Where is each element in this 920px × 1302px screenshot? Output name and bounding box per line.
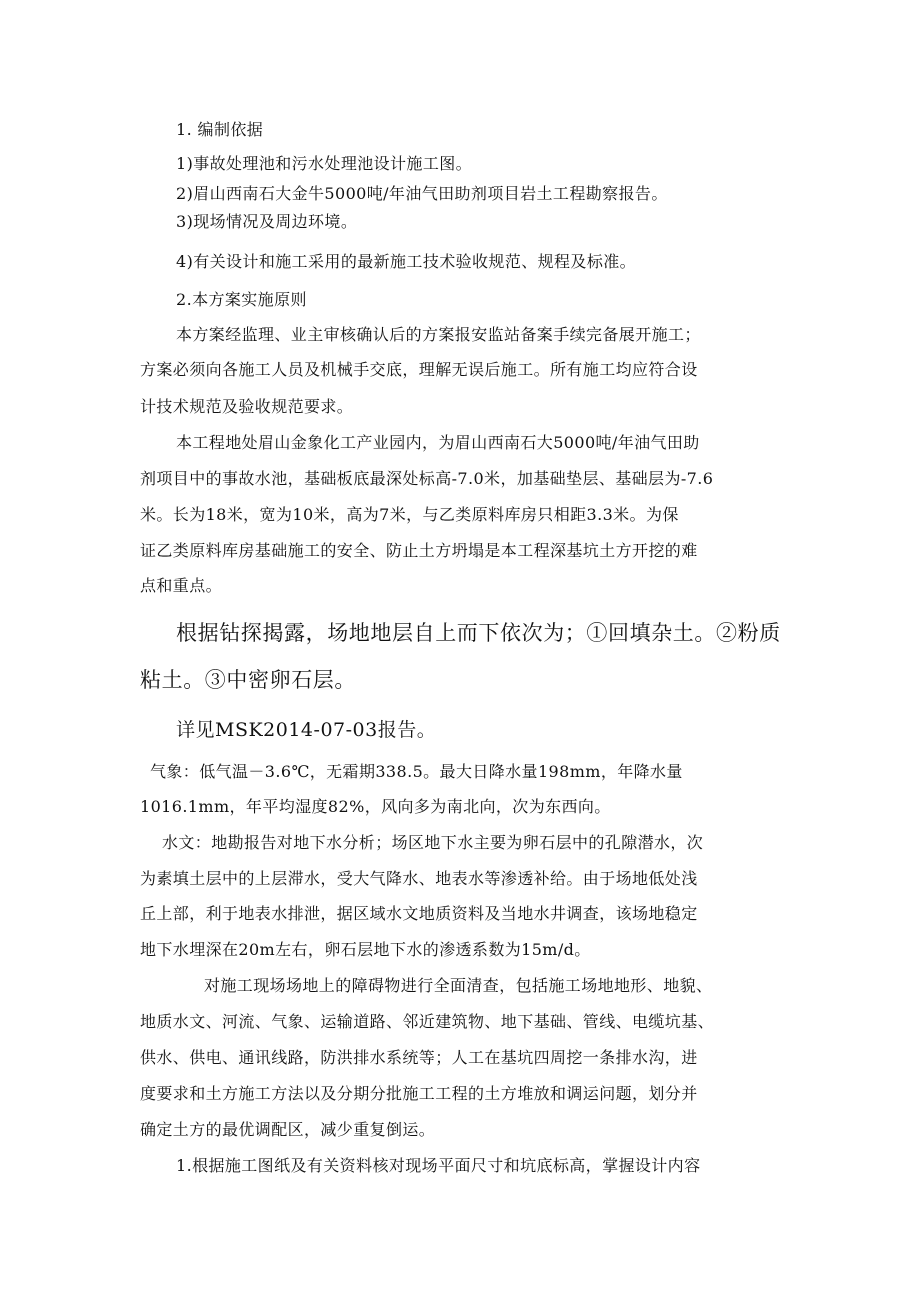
section-heading-basis: 1. 编制依据 — [176, 120, 264, 139]
strata-paragraph-line: 根据钻探揭露，场地地层自上而下依次为；①回填杂土。②粉质 — [176, 621, 781, 645]
site-clearing-paragraph-line: 确定土方的最优调配区，减少重复倒运。 — [140, 1120, 436, 1139]
section-heading-principles: 2.本方案实施原则 — [176, 290, 307, 309]
project-paragraph-line: 剂项目中的事故水池，基础板底最深处标高-7.0米，加基础垫层、基础层为-7.6 — [140, 469, 714, 488]
site-clearing-paragraph-line: 供水、供电、通讯线路，防洪排水系统等；人工在基坑四周挖一条排水沟，进 — [140, 1048, 698, 1067]
basis-item-4: 4)有关设计和施工采用的最新施工技术验收规范、规程及标准。 — [176, 252, 637, 271]
site-clearing-paragraph-line: 对施工现场场地上的障碍物进行全面清查，包括施工场地地形、地貌、 — [204, 976, 713, 995]
hydrology-paragraph-line: 丘上部，利于地表水排泄，据区域水文地质资料及当地水井调查，该场地稳定 — [140, 904, 698, 923]
project-paragraph-line: 本工程地处眉山金象化工产业园内，为眉山西南石大5000吨/年油气田助 — [176, 433, 700, 452]
hydrology-paragraph-line: 水文：地勘报告对地下水分析；场区地下水主要为卵石层中的孔隙潜水，次 — [162, 833, 704, 852]
basis-item-2: 2)眉山西南石大金牛5000吨/年油气田助剂项目岩土工程勘察报告。 — [176, 184, 668, 203]
climate-paragraph-line: 1016.1mm，年平均湿度82%，风向多为南北向，次为东西向。 — [140, 797, 611, 816]
basis-item-3: 3)现场情况及周边环境。 — [176, 212, 358, 231]
basis-item-1: 1)事故处理池和污水处理池设计施工图。 — [176, 154, 473, 173]
hydrology-paragraph-line: 地下水埋深在20m左右，卵石层地下水的渗透系数为15m/d。 — [140, 940, 591, 959]
procedure-item-1: 1.根据施工图纸及有关资料核对现场平面尺寸和坑底标高，掌握设计内容 — [176, 1156, 701, 1175]
strata-paragraph-line: 粘土。③中密卵石层。 — [140, 668, 356, 692]
report-reference: 详见MSK2014-07-03报告。 — [176, 719, 437, 741]
project-paragraph-line: 证乙类原料库房基础施工的安全、防止土方坍塌是本工程深基坑土方开挖的难 — [140, 541, 698, 560]
project-paragraph-line: 点和重点。 — [140, 576, 223, 595]
principles-paragraph-line: 本方案经监理、业主审核确认后的方案报安监站备案手续完备展开施工； — [176, 325, 701, 344]
hydrology-paragraph-line: 为素填土层中的上层滞水，受大气降水、地表水等渗透补给。由于场地低处浅 — [140, 869, 698, 888]
site-clearing-paragraph-line: 地质水文、河流、气象、运输道路、邻近建筑物、地下基础、管线、电缆坑基、 — [140, 1012, 715, 1031]
principles-paragraph-line: 方案必须向各施工人员及机械手交底，理解无误后施工。所有施工均应符合设 — [140, 360, 698, 379]
climate-paragraph-line: 气象：低气温－3.6℃，无霜期338.5。最大日降水量198mm，年降水量 — [150, 762, 683, 781]
project-paragraph-line: 米。长为18米，宽为10米，高为7米，与乙类原料库房只相距3.3米。为保 — [140, 505, 679, 524]
site-clearing-paragraph-line: 度要求和土方施工方法以及分期分批施工工程的土方堆放和调运问题，划分并 — [140, 1084, 698, 1103]
principles-paragraph-line: 计技术规范及验收规范要求。 — [140, 397, 354, 416]
